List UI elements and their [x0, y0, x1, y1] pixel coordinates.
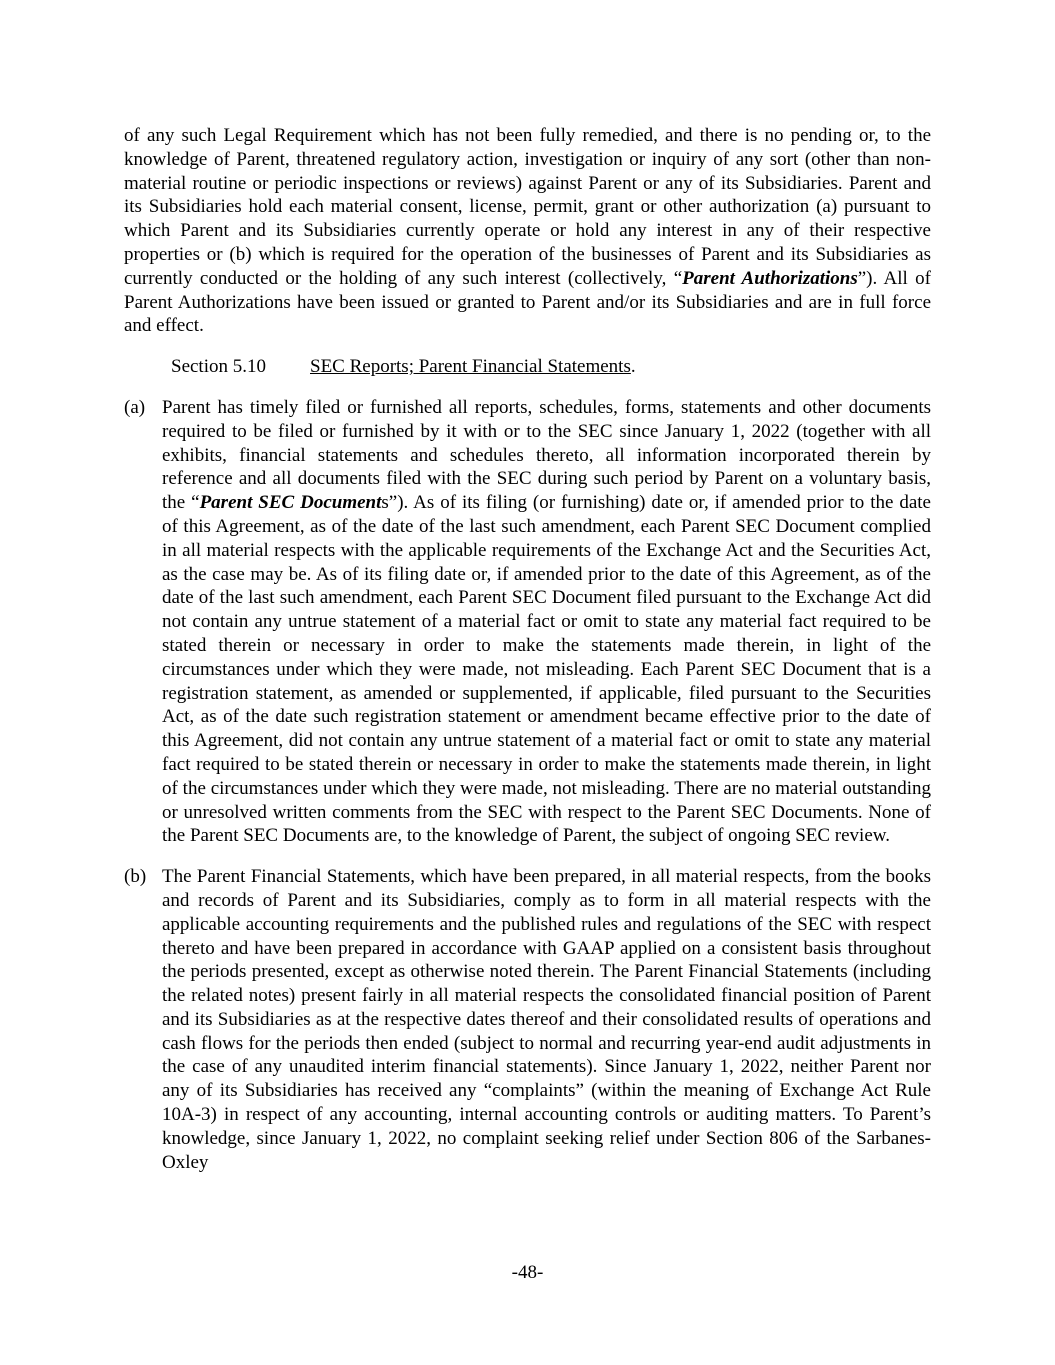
intro-paragraph	[124, 124, 931, 338]
document-page	[124, 124, 931, 1191]
section-title: SEC Reports; Parent Financial Statements	[310, 356, 631, 378]
item-a-text-after: s”). As of its filing (or furnishing) date or, if amended prior to the date of this Agreement, as of the date of the last such amendment, each Parent SEC Document complied in all material respects with the applicable requirements of the Exchange Act and the Securities Act, as the case may be. As of its filing date or, if amended prior to the date of this Agreement, as of the date of the last such amendment, each Parent SEC Document filed pursuant to the Exchange Act did not contain any untrue statement of a material fact or omit to state any material fact required to be stated therein or necessary in order to make the statements made therein, in light of the circumstances under which they were made, not misleading. Each Parent SEC Document that is a registration statement, as amended or supplemented, if applicable, filed pursuant to the Securities Act, as of the date such registration statement or amendment became effective prior to the date of this Agreement, did not contain any untrue statement of a material fact or omit to state any material fact required to be stated therein or necessary in order to make the statements made therein, in light of the circumstances under which they were made, not misleading. There are no material outstanding or unresolved written comments from the SEC with respect to the Parent SEC Documents. None of the Parent SEC Documents are, to the knowledge of Parent, the subject of ongoing SEC review.	[162, 492, 931, 847]
intro-text-before: of any such Legal Requirement which has not been fully remedied, and there is no pending or, to the knowledge of Parent, threatened regulatory action, investigation or inquiry of any sort (other than non-material routine or periodic inspections or reviews) against Parent or any of its Subsidiaries. Parent and its Subsidiaries hold each material consent, license, permit, grant or other authorization (a) pursuant to which Parent and its Subsidiaries currently operate or hold any interest in any of their respective properties or (b) which is required for the operation of the businesses of Parent and its Subsidiaries as currently conducted or the holding of any such interest (collectively, “	[124, 125, 931, 289]
section-number: Section 5.10	[171, 356, 266, 378]
page-number: -48-	[511, 1262, 544, 1283]
intro-text-after: ”). All of Parent Authorizations have been issued or granted to Parent and/or its Subsidiaries and are in full force and effect.	[124, 267, 931, 337]
item-a-text-before: Parent has timely filed or furnished all reports, schedules, forms, statements and other documents required to be filed or furnished by it with or to the SEC since January 1, 2022 (together with all exhibits, financial statements and schedules thereto, all information incorporated therein by reference and all documents filed with the SEC during such period by Parent on a voluntary basis, the “	[162, 396, 931, 514]
item-b-text: The Parent Financial Statements, which have been prepared, in all material respects, from the books and records of Parent and its Subsidiaries, comply as to form in all material respects with the applicable accounting requirements and the published rules and regulations of the SEC with respect thereto and have been prepared in accordance with GAAP applied on a consistent basis throughout the periods presented, except as otherwise noted therein. The Parent Financial Statements (including the related notes) present fairly in all material respects the consolidated financial position of Parent and its Subsidiaries as at the respective dates thereof and their consolidated results of operations and cash flows for the periods then ended (subject to normal and recurring year-end audit adjustments in the case of any unaudited interim financial statements). Since January 1, 2022, neither Parent nor any of its Subsidiaries has received any “complaints” (within the meaning of Exchange Act Rule 10A-3) in respect of any accounting, internal accounting controls or auditing matters. To Parent’s knowledge, since January 1, 2022, no complaint seeking relief under Section 806 of the Sarbanes-Oxley	[162, 866, 931, 1173]
section-heading	[124, 355, 931, 379]
defined-term-parent-sec-document: Parent SEC Document	[199, 492, 382, 514]
list-item-a	[124, 396, 931, 848]
section-title-suffix: .	[630, 356, 636, 378]
item-label: (b)	[124, 866, 147, 888]
item-label: (a)	[124, 396, 146, 418]
defined-term-parent-authorizations: Parent Authorizations	[682, 267, 858, 289]
list-item-b	[124, 865, 931, 1174]
